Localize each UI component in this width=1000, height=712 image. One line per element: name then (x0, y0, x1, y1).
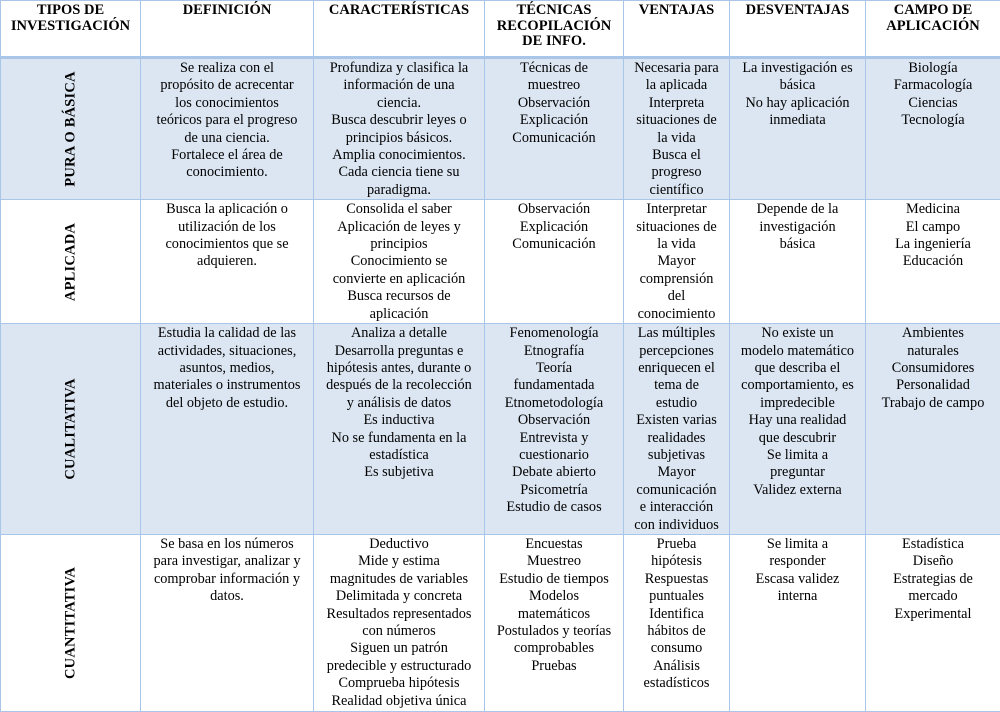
cell-line: Profundiza y clasifica la (318, 60, 480, 77)
cell-line: Observación (489, 95, 619, 112)
cell-line: principios básicos. (318, 130, 480, 147)
header-line: CAMPO DE (870, 3, 996, 19)
header-tecnicas (485, 1, 624, 58)
cell-line: Depende de la (734, 201, 861, 218)
cell-line: subjetivas (628, 447, 725, 464)
header-line: DE INFO. (489, 34, 619, 50)
cell-line: Encuestas (489, 536, 619, 553)
cell-line: La investigación es (734, 60, 861, 77)
cell-line: situaciones de (628, 219, 725, 236)
header-line: INVESTIGACIÓN (5, 19, 136, 35)
cell-line: Ambientes (870, 325, 996, 342)
cell-line: Trabajo de campo (870, 395, 996, 412)
cell-line: la aplicada (628, 77, 725, 94)
cell-line: Fortalece el área de (145, 147, 309, 164)
cell-line: Interpreta (628, 95, 725, 112)
tecnicas-cell (485, 58, 624, 200)
cell-line: percepciones (628, 343, 725, 360)
cell-line: Comunicación (489, 130, 619, 147)
cell-line: datos. (145, 588, 309, 605)
cell-line: Muestreo (489, 553, 619, 570)
cell-line: Validez externa (734, 482, 861, 499)
cell-line: adquieren. (145, 253, 309, 270)
cell-line: Aplicación de leyes y (318, 219, 480, 236)
cell-line: teóricos para el progreso (145, 112, 309, 129)
cell-line: conocimiento (628, 306, 725, 323)
cell-line: básica (734, 77, 861, 94)
cell-line: Debate abierto (489, 464, 619, 481)
cell-line: la vida (628, 236, 725, 253)
cell-line: que describa el (734, 360, 861, 377)
cell-line: Se basa en los números (145, 536, 309, 553)
cell-line: del objeto de estudio. (145, 395, 309, 412)
ventajas-cell (624, 200, 730, 324)
cell-line: aplicación (318, 306, 480, 323)
cell-line: Postulados y teorías (489, 623, 619, 640)
cell-line: investigación (734, 219, 861, 236)
cell-line: Deductivo (318, 536, 480, 553)
campo-cell (866, 58, 1000, 200)
cell-line: estadísticos (628, 675, 725, 692)
cell-line: del (628, 288, 725, 305)
cell-line: y análisis de datos (318, 395, 480, 412)
cell-line: Mayor (628, 464, 725, 481)
cell-line: Consolida el saber (318, 201, 480, 218)
cell-line: para investigar, analizar y (145, 553, 309, 570)
cell-line: Amplia conocimientos. (318, 147, 480, 164)
cell-line: estadística (318, 447, 480, 464)
cell-line: actividades, situaciones, (145, 343, 309, 360)
cell-line: Busca el (628, 147, 725, 164)
cell-line: No existe un (734, 325, 861, 342)
table-header (1, 1, 1000, 58)
cell-line: ciencia. (318, 95, 480, 112)
header-desventajas (730, 1, 866, 58)
cell-line: con números (318, 623, 480, 640)
cell-line: los conocimientos (145, 95, 309, 112)
ventajas-cell (624, 58, 730, 200)
header-row (1, 1, 1000, 58)
cell-line: comunicación (628, 482, 725, 499)
cell-line: Educación (870, 253, 996, 270)
cell-line: Observación (489, 412, 619, 429)
type-label: CUALITATIVA (62, 378, 79, 479)
cell-line: Psicometría (489, 482, 619, 499)
cell-line: Teoría (489, 360, 619, 377)
cell-line: Pruebas (489, 658, 619, 675)
cell-line: con individuos (628, 517, 725, 534)
header-definicion (141, 1, 314, 58)
cell-line: Estudio de tiempos (489, 571, 619, 588)
desventajas-cell (730, 58, 866, 200)
cell-line: convierte en aplicación (318, 271, 480, 288)
cell-line: comprobar información y (145, 571, 309, 588)
table-row (1, 534, 1000, 711)
cell-line: la vida (628, 130, 725, 147)
header-campo (866, 1, 1000, 58)
header-line: RECOPILACIÓN (489, 19, 619, 35)
cell-line: asuntos, medios, (145, 360, 309, 377)
tecnicas-cell (485, 200, 624, 324)
cell-line: Cada ciencia tiene su (318, 164, 480, 181)
cell-line: Interpretar (628, 201, 725, 218)
cell-line: Observación (489, 201, 619, 218)
ventajas-cell (624, 324, 730, 535)
type-label: CUANTITATIVA (62, 567, 79, 679)
cell-line: conocimientos que se (145, 236, 309, 253)
cell-line: preguntar (734, 464, 861, 481)
cell-line: fundamentada (489, 377, 619, 394)
caracteristicas-cell (314, 200, 485, 324)
cell-line: matemáticos (489, 606, 619, 623)
cell-line: Medicina (870, 201, 996, 218)
cell-line: comportamiento, es (734, 377, 861, 394)
cell-line: e interacción (628, 499, 725, 516)
cell-line: Mayor (628, 253, 725, 270)
cell-line: Entrevista y (489, 430, 619, 447)
cell-line: Estudia la calidad de las (145, 325, 309, 342)
cell-line: básica (734, 236, 861, 253)
cell-line: Fenomenología (489, 325, 619, 342)
cell-line: Resultados representados (318, 606, 480, 623)
cell-line: enriquecen el (628, 360, 725, 377)
cell-line: Modelos (489, 588, 619, 605)
cell-line: muestreo (489, 77, 619, 94)
cell-line: Etnometodología (489, 395, 619, 412)
definicion-cell (141, 324, 314, 535)
cell-line: Realidad objetiva única (318, 693, 480, 710)
header-caracteristicas (314, 1, 485, 58)
cell-line: responder (734, 553, 861, 570)
desventajas-cell (730, 200, 866, 324)
caracteristicas-cell (314, 534, 485, 711)
cell-line: Siguen un patrón (318, 640, 480, 657)
cell-line: Etnografía (489, 343, 619, 360)
cell-line: predecible y estructurado (318, 658, 480, 675)
cell-line: No se fundamenta en la (318, 430, 480, 447)
header-ventajas (624, 1, 730, 58)
cell-line: propósito de acrecentar (145, 77, 309, 94)
cell-line: interna (734, 588, 861, 605)
cell-line: Estrategias de (870, 571, 996, 588)
cell-line: puntuales (628, 588, 725, 605)
type-label: PURA O BÁSICA (62, 71, 79, 186)
cell-line: tema de (628, 377, 725, 394)
header-line: TIPOS DE (5, 3, 136, 19)
definicion-cell (141, 200, 314, 324)
cell-line: realidades (628, 430, 725, 447)
cell-line: Se limita a (734, 536, 861, 553)
type-cell (1, 534, 141, 711)
cell-line: Comunicación (489, 236, 619, 253)
cell-line: materiales o instrumentos (145, 377, 309, 394)
desventajas-cell (730, 324, 866, 535)
type-cell (1, 324, 141, 535)
cell-line: Biología (870, 60, 996, 77)
cell-line: Necesaria para (628, 60, 725, 77)
cell-line: que descubrir (734, 430, 861, 447)
cell-line: cuestionario (489, 447, 619, 464)
tecnicas-cell (485, 534, 624, 711)
cell-line: progreso (628, 164, 725, 181)
header-tipos (1, 1, 141, 58)
header-line: VENTAJAS (628, 3, 725, 19)
header-line: DEFINICIÓN (145, 3, 309, 19)
cell-line: Comprueba hipótesis (318, 675, 480, 692)
cell-line: estudio (628, 395, 725, 412)
caracteristicas-cell (314, 324, 485, 535)
cell-line: magnitudes de variables (318, 571, 480, 588)
cell-line: Experimental (870, 606, 996, 623)
cell-line: paradigma. (318, 182, 480, 199)
cell-line: Busca recursos de (318, 288, 480, 305)
cell-line: modelo matemático (734, 343, 861, 360)
cell-line: Estudio de casos (489, 499, 619, 516)
cell-line: utilización de los (145, 219, 309, 236)
cell-line: Conocimiento se (318, 253, 480, 270)
cell-line: La ingeniería (870, 236, 996, 253)
cell-line: Análisis (628, 658, 725, 675)
cell-line: después de la recolección (318, 377, 480, 394)
cell-line: Prueba (628, 536, 725, 553)
definicion-cell (141, 58, 314, 200)
table-row (1, 58, 1000, 200)
campo-cell (866, 200, 1000, 324)
cell-line: conocimiento. (145, 164, 309, 181)
cell-line: Personalidad (870, 377, 996, 394)
cell-line: información de una (318, 77, 480, 94)
definicion-cell (141, 534, 314, 711)
cell-line: Delimitada y concreta (318, 588, 480, 605)
cell-line: Es subjetiva (318, 464, 480, 481)
type-label: APLICADA (62, 223, 79, 301)
cell-line: hábitos de (628, 623, 725, 640)
cell-line: consumo (628, 640, 725, 657)
desventajas-cell (730, 534, 866, 711)
cell-line: Farmacología (870, 77, 996, 94)
cell-line: Explicación (489, 112, 619, 129)
tecnicas-cell (485, 324, 624, 535)
cell-line: de una ciencia. (145, 130, 309, 147)
cell-line: principios (318, 236, 480, 253)
table-row (1, 324, 1000, 535)
cell-line: El campo (870, 219, 996, 236)
header-line: TÉCNICAS (489, 3, 619, 19)
cell-line: Existen varias (628, 412, 725, 429)
cell-line: inmediata (734, 112, 861, 129)
cell-line: comprobables (489, 640, 619, 657)
cell-line: Respuestas (628, 571, 725, 588)
cell-line: Identifica (628, 606, 725, 623)
cell-line: No hay aplicación (734, 95, 861, 112)
table-row (1, 200, 1000, 324)
cell-line: situaciones de (628, 112, 725, 129)
cell-line: comprensión (628, 271, 725, 288)
cell-line: Explicación (489, 219, 619, 236)
cell-line: Técnicas de (489, 60, 619, 77)
cell-line: hipótesis (628, 553, 725, 570)
campo-cell (866, 534, 1000, 711)
type-cell (1, 58, 141, 200)
cell-line: naturales (870, 343, 996, 360)
cell-line: Estadística (870, 536, 996, 553)
cell-line: Escasa validez (734, 571, 861, 588)
cell-line: Busca la aplicación o (145, 201, 309, 218)
cell-line: hipótesis antes, durante o (318, 360, 480, 377)
cell-line: Busca descubrir leyes o (318, 112, 480, 129)
campo-cell (866, 324, 1000, 535)
cell-line: mercado (870, 588, 996, 605)
cell-line: Las múltiples (628, 325, 725, 342)
type-cell (1, 200, 141, 324)
header-line: DESVENTAJAS (734, 3, 861, 19)
cell-line: Se realiza con el (145, 60, 309, 77)
cell-line: Tecnología (870, 112, 996, 129)
header-line: APLICACIÓN (870, 19, 996, 35)
ventajas-cell (624, 534, 730, 711)
cell-line: científico (628, 182, 725, 199)
table-body (1, 58, 1000, 712)
cell-line: Desarrolla preguntas e (318, 343, 480, 360)
cell-line: Hay una realidad (734, 412, 861, 429)
cell-line: Mide y estima (318, 553, 480, 570)
cell-line: impredecible (734, 395, 861, 412)
cell-line: Ciencias (870, 95, 996, 112)
cell-line: Diseño (870, 553, 996, 570)
caracteristicas-cell (314, 58, 485, 200)
cell-line: Es inductiva (318, 412, 480, 429)
header-line: CARACTERÍSTICAS (318, 3, 480, 19)
cell-line: Analiza a detalle (318, 325, 480, 342)
cell-line: Se limita a (734, 447, 861, 464)
cell-line: Consumidores (870, 360, 996, 377)
